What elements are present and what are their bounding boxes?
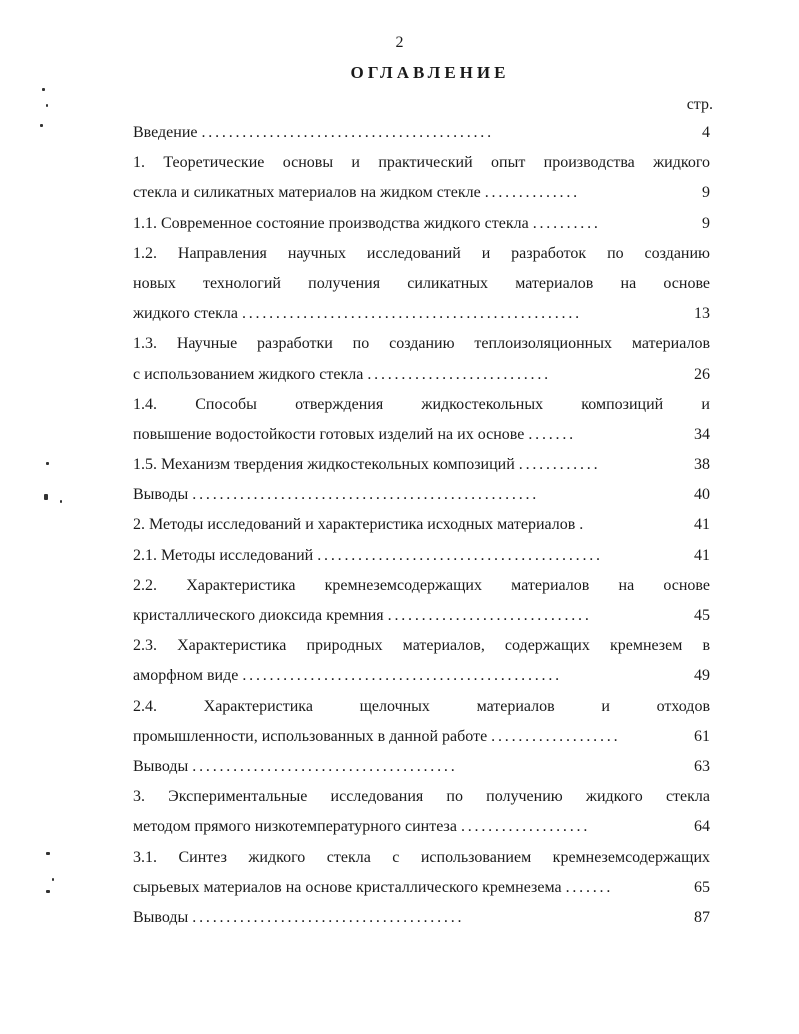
toc-entry-text: 3. Экспериментальные исследования по получению жидкого стекла <box>133 788 710 806</box>
toc-entry-text: аморфном виде <box>133 667 239 685</box>
toc-entry-page: 61 <box>694 727 710 745</box>
toc-entry-leader: ............ <box>518 456 601 474</box>
toc-entry <box>133 782 710 812</box>
toc-entry-text: 1.4. Способы отверждения жидкостекольных композиций и <box>133 395 710 413</box>
toc-entry-text: повышение водостойкости готовых изделий на их основе <box>133 425 525 443</box>
toc-entry-page: 9 <box>702 184 710 202</box>
scan-speck <box>52 878 54 881</box>
toc-entry-text: 3.1. Синтез жидкого стекла с использованием кремнеземсодержащих <box>133 848 710 866</box>
toc-entry-page: 45 <box>694 607 710 624</box>
toc-entry-text: 1.5. Механизм твердения жидкостекольных композиций <box>133 456 515 474</box>
toc-entry <box>133 752 710 782</box>
toc-entry <box>133 903 710 933</box>
toc-entry <box>133 692 710 722</box>
toc-entry-page: 38 <box>694 456 710 474</box>
toc-entry-text: 2.4. Характеристика щелочных материалов и отходов <box>133 697 710 715</box>
toc-entry <box>133 722 710 752</box>
toc-entry <box>133 209 710 239</box>
toc-entry-page: 34 <box>694 425 710 443</box>
toc-entry <box>133 269 710 299</box>
toc-entry-text: с использованием жидкого стекла <box>133 365 364 383</box>
toc-entry-text: 1. Теоретические основы и практический опыт производства жидкого <box>133 154 710 172</box>
toc-entry-text: кристаллического диоксида кремния <box>133 607 384 624</box>
toc-entry-text: 2.1. Методы исследований <box>133 546 314 564</box>
scan-speck <box>46 104 48 107</box>
toc-entry-text: 2. Методы исследований и характеристика исходных материалов . <box>133 516 584 534</box>
toc-entry <box>133 178 710 208</box>
toc-entry <box>133 843 710 873</box>
toc-entry <box>133 329 710 359</box>
scan-speck <box>42 88 45 91</box>
toc-entry <box>133 541 710 571</box>
toc-entry-leader: ........................... <box>367 365 551 383</box>
toc-entry <box>133 450 710 480</box>
table-of-contents <box>133 118 710 933</box>
toc-entry-page: 87 <box>694 908 710 926</box>
toc-entry <box>133 420 710 450</box>
toc-entry-page: 13 <box>694 305 710 323</box>
toc-entry-leader: ....... <box>528 425 576 443</box>
toc-entry-text: 1.2. Направления научных исследований и разработок по созданию <box>133 244 710 262</box>
scan-speck <box>46 890 50 893</box>
toc-entry-leader: ................... <box>491 727 621 745</box>
scan-speck <box>46 462 49 465</box>
toc-entry <box>133 631 710 661</box>
toc-entry-leader: .......... <box>532 214 601 232</box>
toc-entry-leader: ............................................... <box>242 667 562 685</box>
toc-entry <box>133 299 710 329</box>
toc-entry-page: 9 <box>702 214 710 232</box>
toc-entry-page: 41 <box>694 516 710 534</box>
toc-entry-page: 63 <box>694 757 710 775</box>
toc-entry-text: стекла и силикатных материалов на жидком стекле <box>133 184 481 202</box>
toc-entry-leader: .......................................... <box>317 546 603 564</box>
toc-entry-leader: .............................. <box>387 607 592 624</box>
toc-entry-text: сырьевых материалов на основе кристаллического кремнезема <box>133 878 562 896</box>
page-title: ОГЛАВЛЕНИЕ <box>350 63 510 82</box>
toc-entry-page: 41 <box>694 546 710 564</box>
toc-entry <box>133 812 710 842</box>
toc-entry-text: жидкого стекла <box>133 305 238 323</box>
toc-entry-leader: ....... <box>565 878 614 896</box>
toc-entry-text: Выводы <box>133 757 189 775</box>
toc-entry-text: 2.3. Характеристика природных материалов, содержащих кремнезем в <box>133 637 710 655</box>
toc-entry-page: 4 <box>702 124 710 141</box>
page-column-header: стр. <box>686 96 713 113</box>
toc-entry <box>133 148 710 178</box>
toc-entry <box>133 571 710 601</box>
scan-speck <box>40 124 43 127</box>
toc-entry-text: Выводы <box>133 908 189 926</box>
toc-entry-page: 26 <box>694 365 710 383</box>
toc-entry-text: 2.2. Характеристика кремнеземсодержащих материалов на основе <box>133 576 710 594</box>
page-number: 2 <box>395 34 404 51</box>
toc-entry <box>133 118 710 148</box>
toc-entry-text: Введение <box>133 124 198 141</box>
scan-speck <box>60 500 62 503</box>
toc-entry <box>133 239 710 269</box>
toc-entry-text: новых технологий получения силикатных материалов на основе <box>133 274 710 292</box>
toc-entry-page: 40 <box>694 486 710 504</box>
toc-entry-text: 1.3. Научные разработки по созданию теплоизоляционных материалов <box>133 335 710 353</box>
toc-entry-page: 64 <box>694 818 710 836</box>
scan-speck <box>46 852 50 855</box>
toc-entry-text: методом прямого низкотемпературного синтеза <box>133 818 457 836</box>
toc-entry-leader: .............. <box>484 184 580 202</box>
toc-entry-leader: ................................................... <box>192 486 540 504</box>
toc-entry-leader: ........................................ <box>192 908 465 926</box>
toc-entry <box>133 480 710 510</box>
toc-entry <box>133 390 710 420</box>
toc-entry <box>133 510 710 540</box>
toc-entry-page: 49 <box>694 667 710 685</box>
toc-entry-leader: ................... <box>460 818 591 836</box>
toc-entry-text: 1.1. Современное состояние производства жидкого стекла <box>133 214 529 232</box>
toc-entry <box>133 601 710 631</box>
scan-speck <box>44 494 48 500</box>
toc-entry <box>133 360 710 390</box>
toc-entry <box>133 873 710 903</box>
toc-entry <box>133 661 710 691</box>
toc-entry-page: 65 <box>694 878 710 896</box>
toc-entry-text: промышленности, использованных в данной работе <box>133 727 488 745</box>
toc-entry-leader: ....................................... <box>192 757 458 775</box>
toc-entry-leader: ........................................... <box>201 124 494 141</box>
toc-entry-text: Выводы <box>133 486 189 504</box>
toc-entry-leader: .................................................. <box>241 305 582 323</box>
